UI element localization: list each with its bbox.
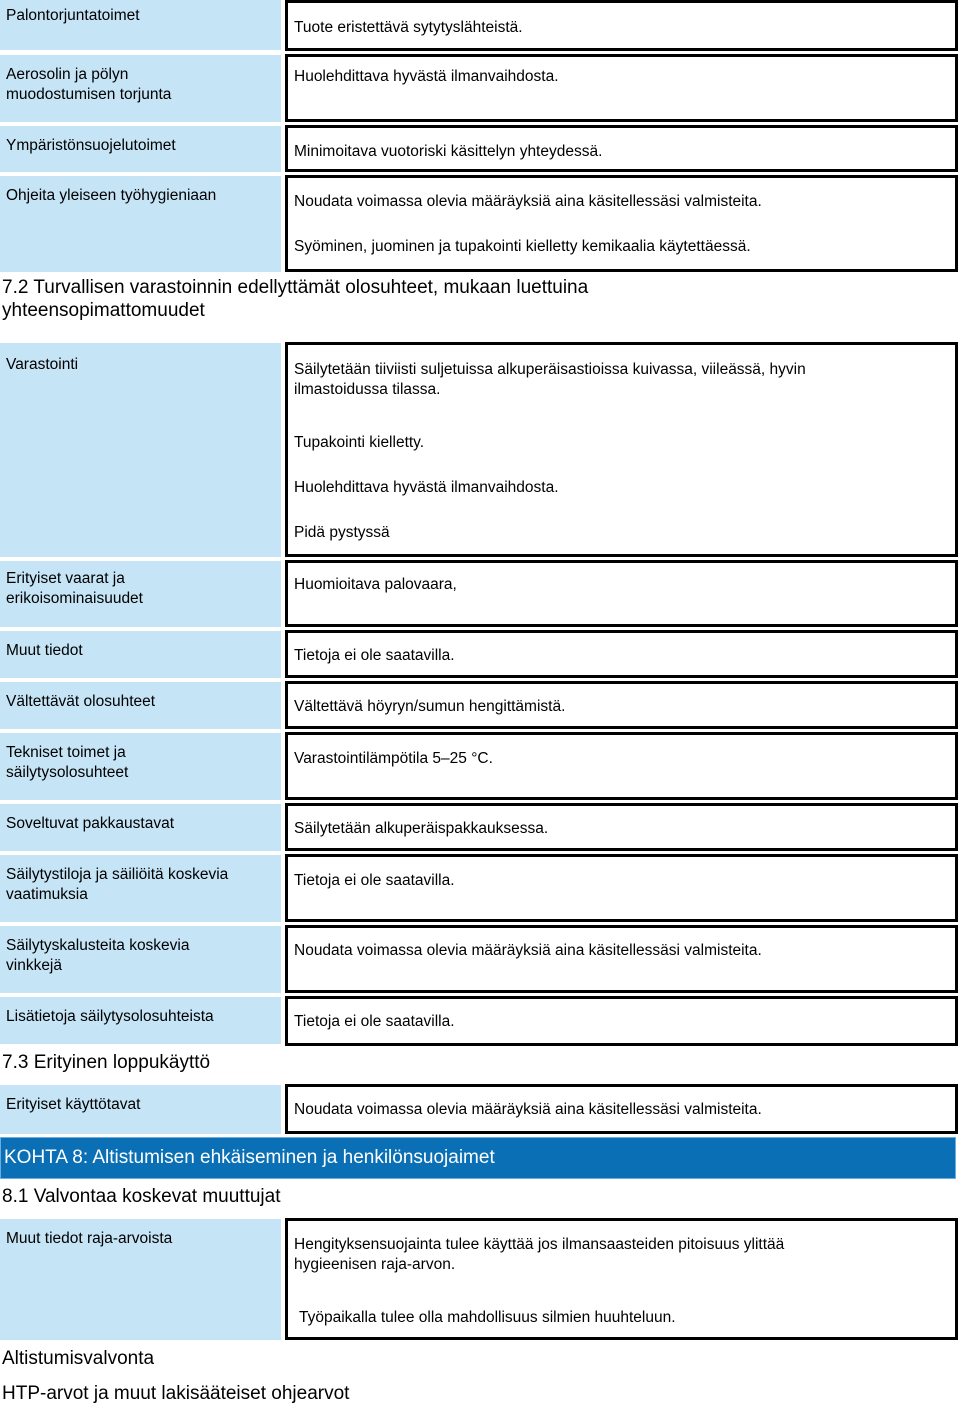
label-storage-furniture xyxy=(0,926,281,993)
htp-heading: HTP-arvot ja muut lakisääteiset ohjearvot xyxy=(2,1383,350,1404)
value-box-hygiene xyxy=(285,175,958,272)
label-technical xyxy=(0,733,281,800)
label-storage xyxy=(0,343,281,557)
value-avoid-conditions: Vältettävä höyryn/sumun hengittämistä. xyxy=(294,698,566,715)
label-storage-rooms xyxy=(0,855,281,922)
label-line: säilytysolosuhteet xyxy=(6,764,129,781)
label-line: muodostumisen torjunta xyxy=(6,86,172,103)
label-line: erikoisominaisuudet xyxy=(6,590,143,607)
label-line: Erityiset vaarat ja xyxy=(6,570,125,587)
value-storage-furniture: Noudata voimassa olevia määräyksiä aina käsitellessäsi valmisteita. xyxy=(294,942,762,959)
value-aerosol: Huolehdittava hyvästä ilmanvaihdosta. xyxy=(294,68,559,85)
exposure-control-heading: Altistumisvalvonta xyxy=(2,1348,155,1369)
value-hygiene-2: Syöminen, juominen ja tupakointi kielletty kemikaalia käytettäessä. xyxy=(294,238,751,255)
label-limits xyxy=(0,1219,281,1340)
label-line: Tekniset toimet ja xyxy=(6,744,126,761)
value-limits-2: hygieenisen raja-arvon. xyxy=(294,1256,456,1273)
section-8-1-heading: 8.1 Valvontaa koskevat muuttujat xyxy=(2,1186,281,1207)
value-additional: Tietoja ei ole saatavilla. xyxy=(294,1013,455,1030)
label-text: Muut tiedot raja-arvoista xyxy=(6,1230,173,1247)
value-other-info: Tietoja ei ole saatavilla. xyxy=(294,647,455,664)
value-fire: Tuote eristettävä sytytyslähteistä. xyxy=(294,19,523,36)
label-text: Ympäristönsuojelutoimet xyxy=(6,137,176,154)
label-text: Lisätietoja säilytysolosuhteista xyxy=(6,1008,214,1025)
label-aerosol xyxy=(0,55,281,122)
label-packaging xyxy=(0,804,281,851)
value-hygiene-1: Noudata voimassa olevia määräyksiä aina käsitellessäsi valmisteita. xyxy=(294,193,762,210)
label-text: Erityiset käyttötavat xyxy=(6,1096,141,1113)
section-7-2-heading xyxy=(2,276,588,322)
value-packaging: Säilytetään alkuperäispakkauksessa. xyxy=(294,820,549,837)
label-text: Palontorjuntatoimet xyxy=(6,7,140,24)
value-storage-1: Säilytetään tiiviisti suljetuissa alkuperäisastioissa kuivassa, viileässä, hyvin xyxy=(294,361,806,378)
section-8-title: KOHTA 8: Altistumisen ehkäiseminen ja henkilönsuojaimet xyxy=(4,1147,495,1168)
label-special-hazards xyxy=(0,561,281,627)
heading-line: 7.2 Turvallisen varastoinnin edellyttämät olosuhteet, mukaan luettuina xyxy=(2,277,589,298)
label-line: Aerosolin ja pölyn xyxy=(6,66,129,83)
label-text: Vältettävät olosuhteet xyxy=(6,693,156,710)
label-line: vinkkejä xyxy=(6,957,62,974)
value-storage-5: Pidä pystyssä xyxy=(294,524,390,541)
label-text: Ohjeita yleiseen työhygieniaan xyxy=(6,187,217,204)
label-line: Säilytyskalusteita koskevia xyxy=(6,937,190,954)
value-storage-3: Tupakointi kielletty. xyxy=(294,434,425,451)
value-box-aerosol xyxy=(285,54,958,122)
label-avoid-conditions xyxy=(0,682,281,729)
label-other-info xyxy=(0,631,281,678)
label-hygiene xyxy=(0,176,281,272)
label-text: Varastointi xyxy=(6,356,79,373)
value-storage-2: ilmastoidussa tilassa. xyxy=(294,381,441,398)
value-special-uses: Noudata voimassa olevia määräyksiä aina käsitellessäsi valmisteita. xyxy=(294,1101,762,1118)
label-text: Soveltuvat pakkaustavat xyxy=(6,815,175,832)
label-environment xyxy=(0,126,281,172)
section-7-3-heading: 7.3 Erityinen loppukäyttö xyxy=(2,1052,211,1073)
section-8-banner xyxy=(0,1137,956,1179)
heading-line: yhteensopimattomuudet xyxy=(2,300,205,321)
value-limits-1: Hengityksensuojainta tulee käyttää jos ilmansaasteiden pitoisuus ylittää xyxy=(294,1236,785,1253)
value-limits-3: Työpaikalla tulee olla mahdollisuus silmien huuhteluun. xyxy=(299,1309,676,1326)
label-fire-protection xyxy=(0,0,281,50)
label-line: vaatimuksia xyxy=(6,886,88,903)
label-additional xyxy=(0,997,281,1044)
value-storage-4: Huolehdittava hyvästä ilmanvaihdosta. xyxy=(294,479,559,496)
label-line: Säilytystiloja ja säiliöitä koskevia xyxy=(6,866,229,883)
value-storage-rooms: Tietoja ei ole saatavilla. xyxy=(294,872,455,889)
value-technical: Varastointilämpötila 5–25 °C. xyxy=(294,750,493,767)
label-text: Muut tiedot xyxy=(6,642,83,659)
value-environment: Minimoitava vuotoriski käsittelyn yhteydessä. xyxy=(294,143,603,160)
label-special-uses xyxy=(0,1085,281,1134)
value-special-hazards: Huomioitava palovaara, xyxy=(294,576,457,593)
